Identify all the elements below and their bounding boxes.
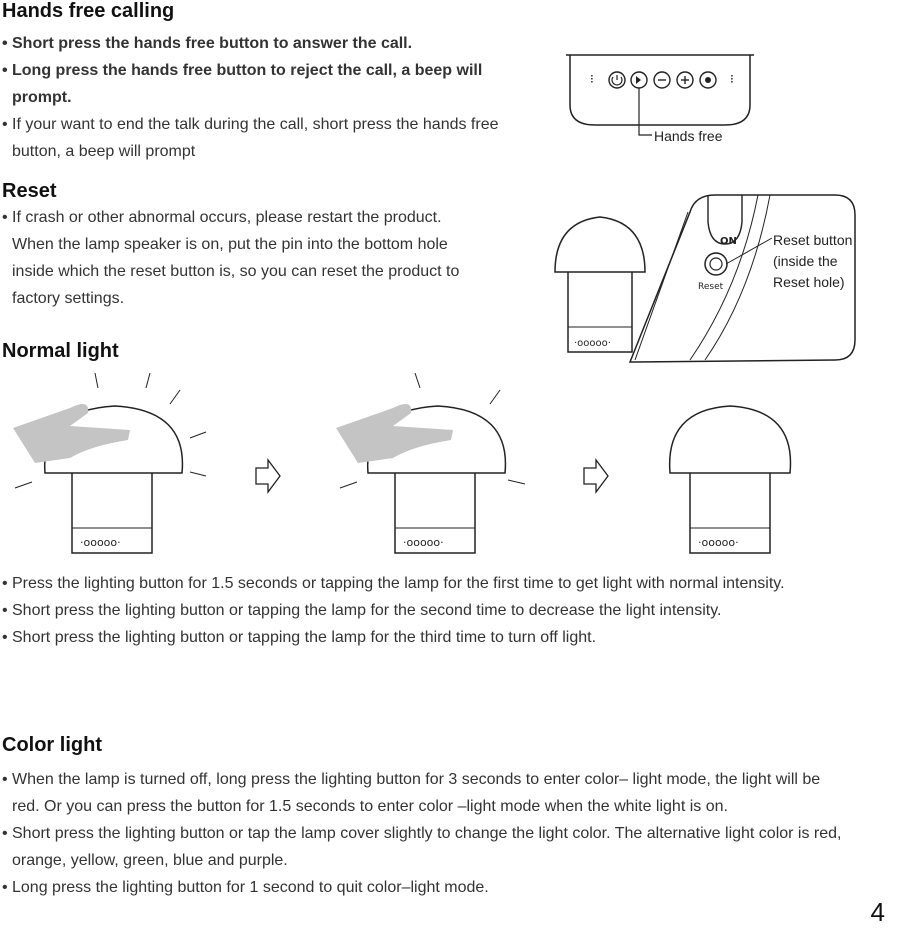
lamp-step-1-icon <box>13 373 206 553</box>
hands-free-label: Hands free <box>654 128 723 144</box>
light-button-icon <box>700 72 716 88</box>
normal-light-text <box>2 570 852 651</box>
normal-light-bullet-1: • Press the lighting button for 1.5 seconds or tapping the lamp for the first time to get light with normal intensity. <box>2 570 852 597</box>
color-light-bullet-2: • Short press the lighting button or tap the lamp cover slightly to change the light color. The alternative light color is red, orange, yellow, green, blue and purple. <box>2 820 842 874</box>
lamp-step-3-icon <box>670 406 791 553</box>
reset-bullet-1: • If crash or other abnormal occurs, please restart the product. When the lamp speaker is on, put the pin into the bottom hole inside which the reset button is, so you can reset the product to factory settings. <box>2 204 487 312</box>
svg-text:⁝: ⁝ <box>590 72 594 86</box>
section-title-reset: Reset <box>2 180 57 202</box>
on-label: ON <box>720 236 737 247</box>
svg-text:·ooooo·: ·ooooo· <box>698 536 739 549</box>
hands-free-text <box>2 30 502 165</box>
hands-free-bullet-1: • Short press the hands free button to answer the call. <box>2 30 502 57</box>
power-button-icon <box>609 72 625 88</box>
color-light-bullet-3: • Long press the lighting button for 1 second to quit color–light mode. <box>2 874 842 901</box>
color-light-text <box>2 766 842 901</box>
section-title-hands-free: Hands free calling <box>2 0 175 22</box>
play-pause-button-icon <box>631 72 647 88</box>
reset-callout-label: Reset button (inside the Reset hole) <box>773 232 853 290</box>
normal-light-bullet-3: • Short press the lighting button or tapping the lamp for the third time to turn off light. <box>2 624 852 651</box>
svg-text:·ooooo·: ·ooooo· <box>574 338 611 349</box>
volume-up-button-icon <box>677 72 693 88</box>
reset-text <box>2 204 487 312</box>
normal-light-bullet-2: • Short press the lighting button or tapping the lamp for the second time to decrease the light intensity. <box>2 597 852 624</box>
hands-free-bullet-3: • If your want to end the talk during the call, short press the hands free button, a beep will prompt <box>2 111 502 165</box>
hands-free-bullet-2: • Long press the hands free button to reject the call, a beep will prompt. <box>2 57 502 111</box>
svg-text:⁝: ⁝ <box>730 72 734 86</box>
arrow-right-icon-1 <box>256 460 280 492</box>
svg-text:·ooooo·: ·ooooo· <box>80 536 121 549</box>
volume-down-button-icon <box>654 72 670 88</box>
page-number: 4 <box>870 897 885 927</box>
lamp-step-2-icon <box>336 373 525 553</box>
color-light-bullet-1: • When the lamp is turned off, long press the lighting button for 3 seconds to enter color– light mode, the light will be red. Or you can press the button for 1.5 seconds to enter color –light mode when the white light is on. <box>2 766 842 820</box>
arrow-right-icon-2 <box>584 460 608 492</box>
section-title-color-light: Color light <box>2 734 102 756</box>
section-title-normal-light: Normal light <box>2 340 119 362</box>
reset-small-label: Reset <box>698 282 724 292</box>
normal-light-sequence-figure <box>10 368 790 563</box>
svg-text:·ooooo·: ·ooooo· <box>403 536 444 549</box>
